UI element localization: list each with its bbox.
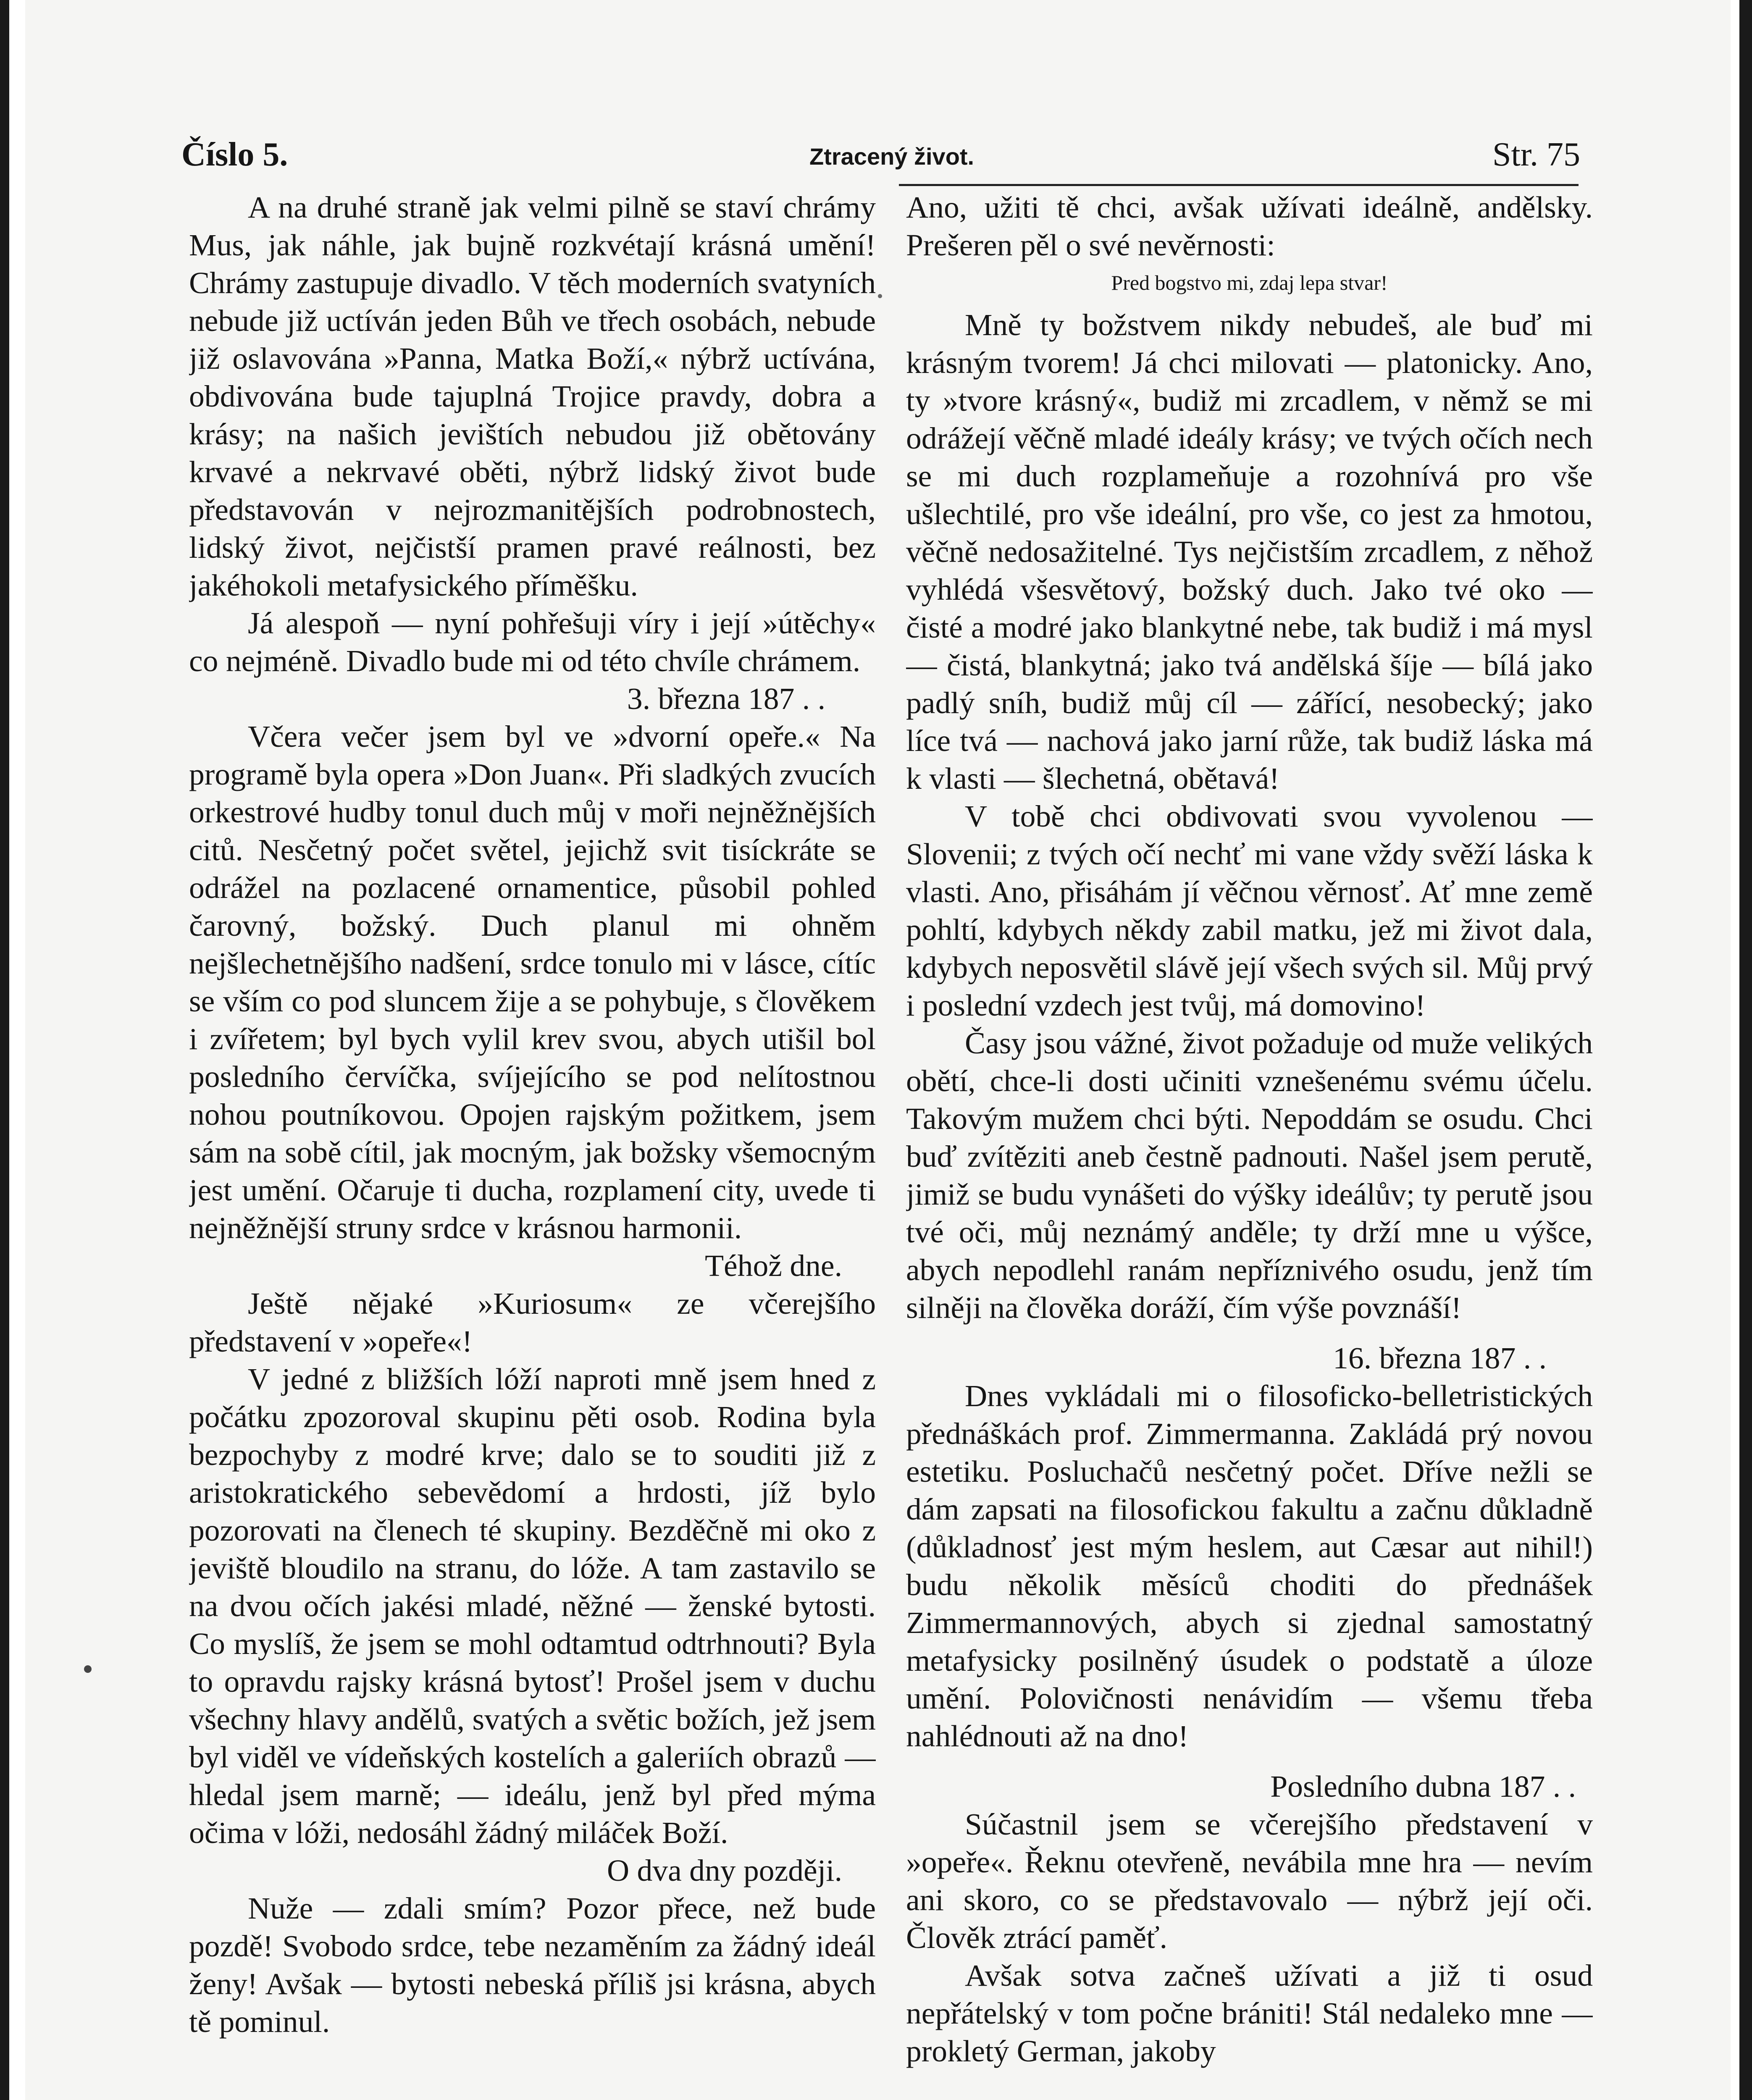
paragraph: V tobě chci obdivovati svou vyvolenou — Slovenii; z tvých očí nechť mi vane vždy svěží láska k vlasti. Ano, přisáhám jí věčnou věrnosť. Ať mne země pohltí, kdybych někdy zabil matku, jež mi život dala, kdybych neposvětil slávě její všech svých sil. Můj prvý i poslední vzdech jest tvůj, má domovino! — [906, 799, 1593, 1022]
paragraph: Mně ty božstvem nikdy nebudeš, ale buď mi krásným tvorem! Já chci milovati — platonicky. Ano, ty »tvore krásný«, budiž mi zrcadlem, v němž se mi odrážejí věčně mladé ideály krásy; ve tvých očích nech se mi duch rozplameňuje a rozohnívá pro vše ušlechtilé, pro vše ideální, pro vše, co jest za hmotou, věčně nedosažitelné. Tys nejčistším zrcadlem, z něhož vyhlédá všesvětový, božský duch. Jako tvé oko — čisté a modré jako blankytné nebe, tak budiž i má mysl — čistá, blankytná; jako tvá andělská šíje — bílá jako padlý sníh, budiž můj cíl — zářící, nesobecký; jako líce tvá — nachová jako jarní růže, tak budiž láska má k vlasti — šlechetná, obětavá! — [906, 307, 1593, 795]
paragraph: V jedné z bližších lóží naproti mně jsem hned z počátku zpozoroval skupinu pěti osob. Rodina byla bezpochyby z modré krve; dalo se to souditi již z aristokratického sebevědomí a hrdosti, jíž bylo pozorovati na členech té skupiny. Bezděčně mi oko z jeviště bloudilo na stranu, do lóže. A tam zastavilo se na dvou očích jakési mladé, něžné — ženské bytosti. Co myslíš, že jsem se mohl odtamtud odtrhnouti? Byla to opravdu rajsky krásná bytosť! Prošel jsem v duchu všechny hlavy andělů, svatých a světic božích, jež jsem byl viděl ve vídeňských kostelích a galeriích obrazů — hledal jsem marně; — ideálu, jenž byl před mýma očima v lóži, nedosáhl žádný miláček Boží. — [189, 1362, 876, 1850]
running-title: Ztracený život. — [809, 143, 975, 170]
paragraph: Já alespoň — nyní pohřešuji víry i její »útěchy« co nejméně. Divadlo bude mi od této chvíle chrámem. — [189, 606, 876, 678]
paragraph: Ano, užiti tě chci, avšak užívati ideálně, andělsky. Prešeren pěl o své nevěrnosti: — [906, 190, 1593, 262]
page-number: Str. 75 — [1492, 136, 1580, 173]
page — [25, 0, 1731, 2100]
paragraph: A na druhé straně jak velmi pilně se staví chrámy Mus, jak náhle, jak bujně rozkvétají krásná umění! Chrámy zastupuje divadlo. V těch moderních svatyních nebude již uctíván jeden Bůh ve třech osobách, nebude již oslavována »Panna, Matka Boží,« nýbrž uctívána, obdivována bude tajuplná Trojice pravdy, dobra a krásy; na našich jevištích nebudou již obětovány krvavé a nekrvavé oběti, nýbrž lidský život bude představován v nejrozmanitějších podrobnostech, lidský život, nejčistší pramen pravé reálnosti, bez jakéhokoli metafysického příměšku. — [189, 190, 876, 602]
print-speck — [878, 294, 882, 298]
diary-date: Téhož dne. — [705, 1248, 842, 1283]
header-rule — [899, 184, 1579, 186]
paragraph: Dnes vykládali mi o filosoficko-belletristických přednáškách prof. Zimmermanna. Zakládá prý novou estetiku. Posluchačů nesčetný počet. Dříve nežli se dám zapsati na filosofickou fakultu a začnu důkladně (důkladnosť jest mým heslem, aut Cæsar aut nihil!) budu několik měsíců choditi do přednášek Zimmermannových, abych si zjednal samostatný metafysicky posilněný úsudek o podstatě a úloze umění. Polovičnosti nenávidím — všemu třeba nahlédnouti až na dno! — [906, 1378, 1593, 1753]
verse-quote: Pred bogstvo mi, zdaj lepa stvar! — [1111, 271, 1388, 294]
diary-date: 3. března 187 . . — [627, 681, 825, 716]
paragraph: Avšak sotva začneš užívati a již ti osud nepřátelský v tom počne brániti! Stál nedaleko mne — prokletý German, jakoby — [906, 1958, 1593, 2068]
print-speck — [84, 1665, 92, 1673]
diary-date: 16. března 187 . . — [1333, 1341, 1547, 1375]
right-column — [906, 188, 1593, 2095]
scan-border-left — [0, 0, 9, 2100]
diary-date: O dva dny později. — [607, 1853, 842, 1887]
paragraph: Časy jsou vážné, život požaduje od muže velikých obětí, chce-li dosti učiniti vznešenému svému účelu. Takovým mužem chci býti. Nepoddám se osudu. Chci buď zvítěziti aneb čestně padnouti. Našel jsem perutě, jimiž se budu vynášeti do výšky ideálův; ty perutě jsou tvé oči, můj neznámý anděle; ty drží mne u výšce, abych nepodlehl ranám nepříznivého osudu, jenž tím silněji na člověka doráží, čím výše povznáší! — [906, 1026, 1593, 1325]
scan-border-right — [1739, 0, 1752, 2100]
paragraph: Ještě nějaké »Kuriosum« ze včerejšího představení v »opeře«! — [189, 1286, 876, 1358]
left-column — [189, 188, 876, 2095]
paragraph: Nuže — zdali smím? Pozor přece, než bude pozdě! Svobodo srdce, tebe nezaměním za žádný ideál ženy! Avšak — bytosti nebeská příliš jsi krásna, abych tě pominul. — [189, 1891, 876, 2039]
paragraph: Včera večer jsem byl ve »dvorní opeře.« Na programě byla opera »Don Juan«. Při sladkých zvucích orkestrové hudby tonul duch můj v moři nejněžnějších citů. Nesčetný počet světel, jejichž svit tisíckráte se odrážel na pozlacené ornamentice, působil pohled čarovný, božský. Duch planul mi ohněm nejšlechetnějšího nadšení, srdce tonulo mi v lásce, cítíc se vším co pod sluncem žije a se pohybuje, s člověkem i zvířetem; byl bych vylil krev svou, abych utišil bol posledního červíčka, svíjejícího se pod nelítostnou nohou poutníkovou. Opojen rajským požitkem, jsem sám na sobě cítil, jak mocným, jak božsky všemocným jest umění. Očaruje ti ducha, rozplamení city, uvede ti nejněžnější struny srdce v krásnou harmonii. — [189, 719, 876, 1245]
running-header — [181, 128, 1580, 178]
diary-date: Posledního dubna 187 . . — [1270, 1769, 1576, 1803]
issue-number: Číslo 5. — [181, 136, 288, 173]
paragraph: Súčastnil jsem se včerejšího představení v »opeře«. Řeknu otevřeně, nevábila mne hra — nevím ani skoro, co se představovalo — nýbrž její oči. Člověk ztrácí paměť. — [906, 1807, 1593, 1955]
